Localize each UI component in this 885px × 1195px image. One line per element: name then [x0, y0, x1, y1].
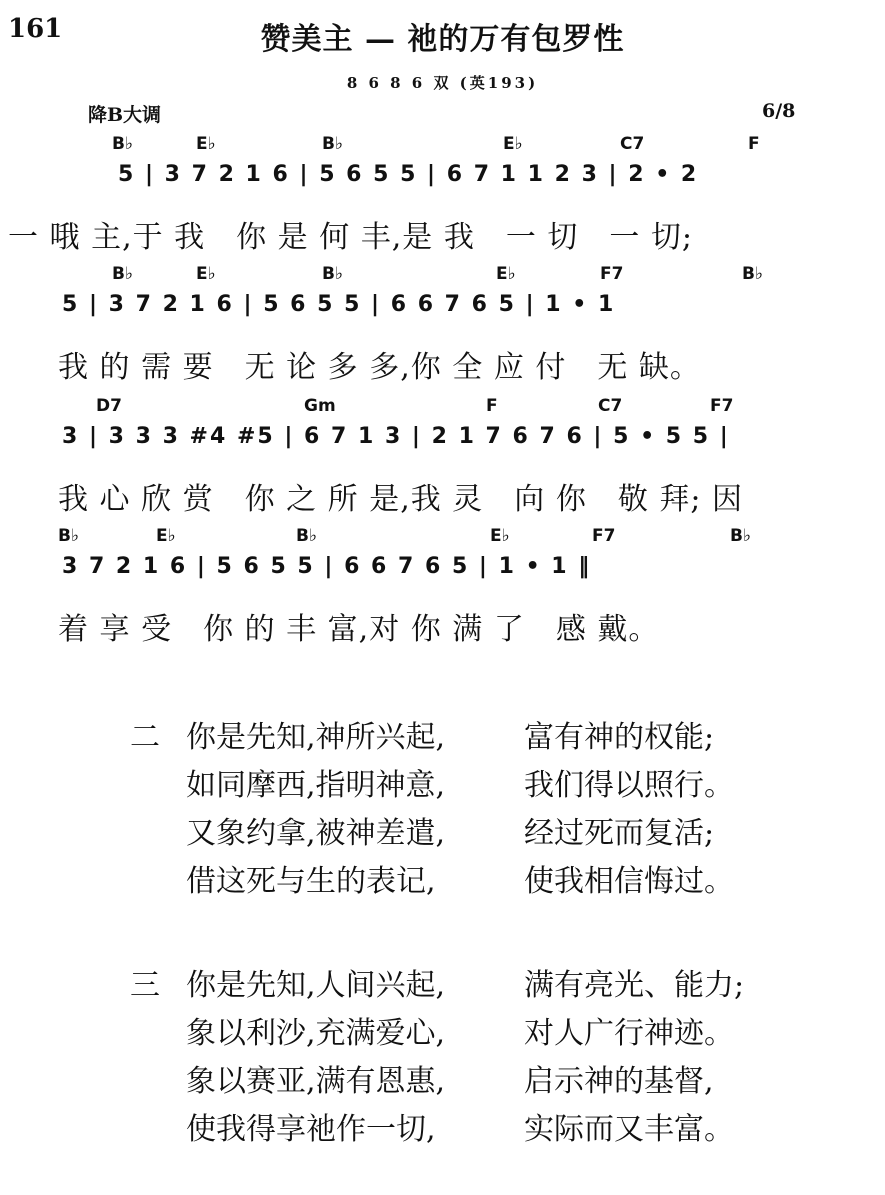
chord-symbol: E♭ — [156, 526, 176, 546]
hymn-title: 赞美主 — 祂的万有包罗性 — [260, 22, 625, 57]
chord-symbol: F7 — [710, 396, 734, 416]
chord-symbol: E♭ — [496, 264, 516, 284]
music-system-1 — [0, 128, 885, 255]
lyric-line: 着 享 受 你 的 丰 富,对 你 满 了 感 戴。 — [58, 612, 660, 647]
verse-line-right: 实际而又丰富。 — [524, 1112, 734, 1147]
chord-symbol: E♭ — [503, 134, 523, 154]
chord-symbol: B♭ — [58, 526, 79, 546]
chord-symbol: C7 — [620, 134, 645, 154]
verse-line-left: 借这死与生的表记, — [186, 864, 436, 899]
chord-symbol: F7 — [592, 526, 616, 546]
chord-symbol: B♭ — [322, 264, 343, 284]
notation-line: 3 | 3 3 3 #4 #5 | 6 7 1 3 | 2 1 7 6 7 6 | 5 • 5 5 | — [62, 424, 730, 449]
notation-line: 3 7 2 1 6 | 5 6 5 5 | 6 6 7 6 5 | 1 • 1 ‖ — [62, 554, 592, 579]
verse-line-left: 使我得享祂作一切, — [186, 1112, 436, 1147]
verse-line-left: 如同摩西,指明神意, — [186, 768, 446, 803]
verse-line-left: 象以赛亚,满有恩惠, — [186, 1064, 446, 1099]
chord-symbol: B♭ — [730, 526, 751, 546]
key-signature: 降B大调 — [88, 104, 162, 126]
chord-symbol: E♭ — [196, 264, 216, 284]
chord-symbol: B♭ — [742, 264, 763, 284]
meter: 8 6 8 6 双 (英193) — [346, 74, 539, 92]
chord-symbol: F — [748, 134, 760, 154]
chord-symbol: E♭ — [490, 526, 510, 546]
lyric-line: 我 的 需 要 无 论 多 多,你 全 应 付 无 缺。 — [58, 350, 701, 385]
verse-line-right: 满有亮光、能力; — [524, 968, 745, 1003]
verse-line-right: 经过死而复活; — [524, 816, 715, 851]
verse-line-right: 我们得以照行。 — [524, 768, 734, 803]
chord-symbol: B♭ — [112, 264, 133, 284]
music-system-3 — [0, 390, 885, 517]
music-system-4 — [0, 520, 885, 647]
verse-line-left: 又象约拿,被神差遣, — [186, 816, 446, 851]
chord-symbol: B♭ — [322, 134, 343, 154]
chord-symbol: F — [486, 396, 498, 416]
music-system-2 — [0, 258, 885, 385]
verse-line-right: 使我相信悔过。 — [524, 864, 734, 899]
verse-line-right: 对人广行神迹。 — [524, 1016, 734, 1051]
lyric-line: 我 心 欣 赏 你 之 所 是,我 灵 向 你 敬 拜; 因 — [58, 482, 744, 517]
verse-line-left: 象以利沙,充满爱心, — [186, 1016, 446, 1051]
verse-number: 三 — [130, 968, 160, 1003]
verse-line-left: 你是先知,神所兴起, — [186, 720, 446, 755]
time-signature: 6/8 — [762, 100, 796, 122]
chord-symbol: B♭ — [112, 134, 133, 154]
verse-line-right: 富有神的权能; — [524, 720, 715, 755]
chord-symbol: C7 — [598, 396, 623, 416]
chord-symbol: E♭ — [196, 134, 216, 154]
notation-line: 5 | 3 7 2 1 6 | 5 6 5 5 | 6 7 1 1 2 3 | 2 • 2 — [118, 162, 699, 187]
lyric-line: 一 哦 主,于 我 你 是 何 丰,是 我 一 切 一 切; — [8, 220, 694, 255]
verse-line-right: 启示神的基督, — [524, 1064, 714, 1099]
notation-line: 5 | 3 7 2 1 6 | 5 6 5 5 | 6 6 7 6 5 | 1 • 1 — [62, 292, 616, 317]
hymn-number: 161 — [8, 14, 63, 44]
chord-symbol: D7 — [96, 396, 122, 416]
chord-symbol: B♭ — [296, 526, 317, 546]
verse-line-left: 你是先知,人间兴起, — [186, 968, 446, 1003]
verse-number: 二 — [130, 720, 160, 755]
chord-symbol: F7 — [600, 264, 624, 284]
chord-symbol: Gm — [304, 396, 336, 416]
